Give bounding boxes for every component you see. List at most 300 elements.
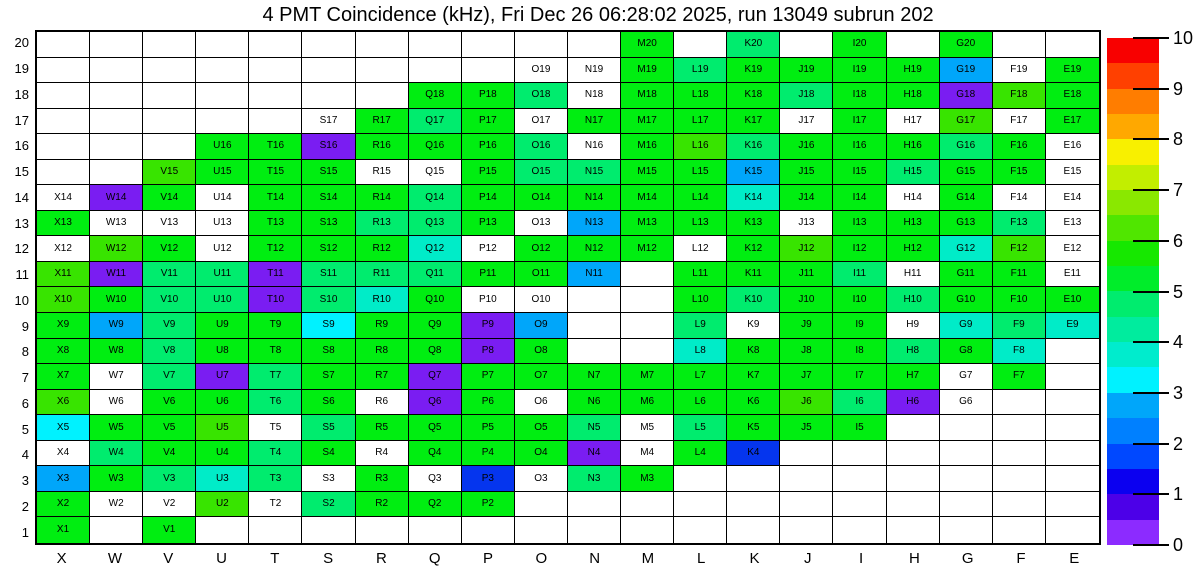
heatmap-cell (302, 262, 355, 288)
heatmap-cell (37, 236, 90, 262)
heatmap-cell (356, 287, 409, 313)
heatmap-cell (727, 211, 780, 237)
heatmap-cell (993, 339, 1046, 365)
heatmap-cell (515, 287, 568, 313)
heatmap-cell (780, 185, 833, 211)
heatmap-cell-empty (621, 313, 674, 339)
cell-label: G14 (956, 191, 976, 203)
cell-label: J10 (798, 293, 815, 305)
cell-label: F10 (1010, 293, 1028, 305)
heatmap-cell (90, 236, 143, 262)
colorbar-tick-label: 4 (1173, 332, 1184, 353)
heatmap-cell-empty (887, 492, 940, 518)
heatmap-cell (515, 466, 568, 492)
heatmap-cell (37, 262, 90, 288)
heatmap-cell (356, 211, 409, 237)
cell-label: Q12 (425, 242, 445, 254)
heatmap-cell-empty (993, 466, 1046, 492)
heatmap-cell (621, 134, 674, 160)
cell-label: P8 (481, 344, 494, 356)
heatmap-cell (302, 134, 355, 160)
heatmap-cell (727, 287, 780, 313)
cell-label: E16 (1063, 140, 1082, 152)
cell-label: T10 (266, 293, 285, 305)
heatmap-cell (196, 262, 249, 288)
heatmap-cell-empty (196, 517, 249, 543)
heatmap-cell (409, 313, 462, 339)
cell-label: T5 (269, 421, 282, 433)
cell-label: M15 (637, 166, 657, 178)
cell-label: V1 (163, 524, 176, 536)
cell-label: L17 (691, 114, 709, 126)
cell-label: F11 (1010, 268, 1028, 280)
heatmap-cell (249, 492, 302, 518)
heatmap-cell (674, 185, 727, 211)
cell-label: G17 (956, 114, 976, 126)
cell-label: L14 (691, 191, 709, 203)
cell-label: Q5 (428, 421, 442, 433)
cell-label: X3 (56, 472, 70, 484)
heatmap-cell (833, 109, 886, 135)
heatmap-cell (143, 364, 196, 390)
cell-label: V11 (160, 268, 178, 280)
heatmap-cell (90, 415, 143, 441)
heatmap-cell (568, 211, 621, 237)
heatmap-cell (462, 287, 515, 313)
cell-label: F17 (1010, 114, 1028, 126)
x-axis-tick-label: U (216, 549, 227, 567)
cell-label: T11 (267, 268, 284, 280)
heatmap-cell (462, 83, 515, 109)
heatmap-cell (780, 339, 833, 365)
heatmap-cell (993, 134, 1046, 160)
cell-label: T16 (266, 140, 285, 152)
colorbar-tick-label: 1 (1173, 484, 1184, 505)
heatmap-cell (249, 441, 302, 467)
heatmap-cell (780, 211, 833, 237)
heatmap-cell (302, 185, 355, 211)
colorbar-tick (1133, 88, 1169, 90)
heatmap-cell (993, 262, 1046, 288)
heatmap-cell (409, 109, 462, 135)
heatmap-cell (727, 58, 780, 84)
cell-label: S14 (319, 191, 338, 203)
cell-label: R3 (375, 472, 389, 484)
cell-label: R9 (375, 319, 389, 331)
heatmap-cell (37, 492, 90, 518)
cell-label: R7 (375, 370, 389, 382)
y-axis-tick-label: 14 (14, 189, 29, 205)
heatmap-cell (727, 441, 780, 467)
heatmap-cell (462, 441, 515, 467)
heatmap-cell-empty (143, 32, 196, 58)
heatmap-cell (196, 415, 249, 441)
cell-label: T14 (266, 191, 285, 203)
y-axis-tick-label: 20 (14, 35, 29, 51)
heatmap-cell-empty (621, 262, 674, 288)
cell-label: K13 (744, 217, 763, 229)
cell-label: I11 (852, 268, 867, 280)
cell-label: S4 (322, 447, 335, 459)
heatmap-cell (833, 160, 886, 186)
x-axis-tick-label: P (483, 549, 494, 567)
heatmap-cell (37, 390, 90, 416)
cell-label: P10 (478, 293, 497, 305)
heatmap-cell (409, 262, 462, 288)
heatmap-cell (1046, 236, 1099, 262)
cell-label: O12 (531, 242, 551, 254)
heatmap-cell-empty (674, 32, 727, 58)
heatmap-cell-empty (568, 517, 621, 543)
cell-label: L5 (694, 421, 706, 433)
colorbar-band (1107, 494, 1159, 519)
heatmap-cell-empty (1046, 339, 1099, 365)
y-axis-tick-label: 19 (14, 61, 29, 77)
heatmap-cell-empty (1046, 466, 1099, 492)
heatmap-cell (993, 236, 1046, 262)
cell-label: K15 (744, 166, 763, 178)
cell-label: L13 (691, 217, 709, 229)
heatmap-cell (568, 390, 621, 416)
heatmap-cell (356, 262, 409, 288)
heatmap-cell (887, 313, 940, 339)
cell-label: M5 (640, 421, 655, 433)
heatmap-cell (462, 185, 515, 211)
heatmap-cell-empty (993, 415, 1046, 441)
heatmap-cell (1046, 58, 1099, 84)
heatmap-cell-empty (90, 32, 143, 58)
heatmap-cell (462, 134, 515, 160)
cell-label: H11 (903, 268, 922, 280)
heatmap-cell-empty (727, 492, 780, 518)
heatmap-cell-empty (993, 32, 1046, 58)
heatmap-cell (887, 236, 940, 262)
cell-label: F16 (1010, 140, 1028, 152)
heatmap-cell-empty (356, 517, 409, 543)
cell-label: U13 (213, 217, 232, 229)
heatmap-cell (409, 415, 462, 441)
heatmap-cell (249, 211, 302, 237)
cell-label: M14 (637, 191, 657, 203)
heatmap-cell-empty (409, 517, 462, 543)
heatmap-cell (356, 441, 409, 467)
heatmap-cell (37, 211, 90, 237)
cell-label: H6 (906, 395, 920, 407)
cell-label: F8 (1013, 344, 1025, 356)
heatmap-cell (780, 134, 833, 160)
heatmap-cell (409, 364, 462, 390)
heatmap-cell-empty (143, 83, 196, 109)
cell-label: J6 (801, 395, 812, 407)
cell-label: J12 (798, 242, 815, 254)
y-axis-tick-label: 9 (21, 318, 29, 334)
heatmap-cell (462, 415, 515, 441)
heatmap-cell (302, 492, 355, 518)
cell-label: V12 (160, 242, 179, 254)
heatmap-cell (887, 211, 940, 237)
heatmap-cell (674, 160, 727, 186)
cell-label: S2 (322, 498, 335, 510)
heatmap-cell (515, 185, 568, 211)
heatmap-cell (302, 364, 355, 390)
colorbar-tick (1133, 443, 1169, 445)
heatmap-cell (515, 58, 568, 84)
heatmap-cell (674, 313, 727, 339)
cell-label: H19 (903, 63, 922, 75)
heatmap-cell (887, 287, 940, 313)
cell-label: J19 (798, 63, 815, 75)
heatmap-cell-empty (143, 58, 196, 84)
cell-label: Q15 (425, 166, 445, 178)
heatmap-cell (90, 211, 143, 237)
heatmap-cell-empty (409, 32, 462, 58)
heatmap-cell (727, 236, 780, 262)
cell-label: X5 (56, 421, 70, 433)
cell-label: G9 (959, 319, 973, 331)
heatmap-cell-empty (780, 32, 833, 58)
heatmap-cell-empty (940, 415, 993, 441)
heatmap-cell (143, 492, 196, 518)
heatmap-cell (727, 339, 780, 365)
cell-label: P13 (478, 217, 497, 229)
heatmap-cell (462, 390, 515, 416)
heatmap-cell (37, 339, 90, 365)
heatmap-cell (833, 415, 886, 441)
heatmap-cell (780, 287, 833, 313)
heatmap-cell (249, 415, 302, 441)
heatmap-cell (674, 262, 727, 288)
heatmap-cell (143, 517, 196, 543)
heatmap-cell (993, 83, 1046, 109)
heatmap-cell (249, 160, 302, 186)
heatmap-cell (621, 415, 674, 441)
cell-label: W7 (108, 370, 124, 382)
heatmap-cell-empty (940, 441, 993, 467)
cell-label: W4 (108, 447, 124, 459)
cell-label: H8 (906, 344, 920, 356)
heatmap-cell-empty (143, 109, 196, 135)
cell-label: T15 (266, 166, 285, 178)
cell-label: P12 (478, 242, 497, 254)
colorbar-band (1107, 165, 1159, 190)
cell-label: E10 (1063, 293, 1082, 305)
x-axis-tick-label: V (163, 549, 174, 567)
heatmap-cell (993, 364, 1046, 390)
x-axis-tick-label: S (323, 549, 334, 567)
cell-label: X11 (54, 268, 72, 280)
heatmap-cell (462, 313, 515, 339)
heatmap-cell (993, 58, 1046, 84)
heatmap-cell-empty (462, 58, 515, 84)
cell-label: T13 (266, 217, 285, 229)
heatmap-cell (993, 185, 1046, 211)
heatmap-cell-empty (196, 58, 249, 84)
heatmap-cell (621, 211, 674, 237)
heatmap-cell (90, 466, 143, 492)
x-axis-tick-label: W (107, 549, 123, 567)
heatmap-cell-empty (1046, 32, 1099, 58)
heatmap-cell (90, 313, 143, 339)
cell-label: V9 (163, 319, 176, 331)
heatmap-cell (196, 492, 249, 518)
heatmap-cell (409, 83, 462, 109)
heatmap-cell (515, 134, 568, 160)
cell-label: N19 (584, 63, 604, 75)
cell-label: O3 (534, 472, 548, 484)
y-axis-tick-label: 12 (14, 241, 29, 257)
cell-label: H16 (903, 140, 922, 152)
heatmap-cell (833, 313, 886, 339)
cell-label: R10 (372, 293, 391, 305)
colorbar-band (1107, 38, 1159, 63)
colorbar-tick-label: 5 (1173, 281, 1184, 302)
heatmap-cell (674, 134, 727, 160)
heatmap-cell-empty (780, 492, 833, 518)
heatmap-cell (143, 160, 196, 186)
heatmap-cell (833, 58, 886, 84)
cell-label: J5 (801, 421, 812, 433)
x-axis-tick-label: O (535, 549, 548, 567)
cell-label: P16 (478, 140, 497, 152)
cell-label: N4 (587, 447, 601, 459)
heatmap-cell (940, 262, 993, 288)
y-axis-tick-label: 7 (21, 370, 29, 386)
heatmap-cell (302, 211, 355, 237)
cell-label: F7 (1013, 370, 1025, 382)
cell-label: G11 (956, 268, 975, 280)
heatmap-cell (90, 287, 143, 313)
cell-label: U7 (215, 370, 229, 382)
heatmap-cell-empty (621, 339, 674, 365)
heatmap-cell (196, 236, 249, 262)
cell-label: G8 (959, 344, 973, 356)
heatmap-cell (674, 83, 727, 109)
heatmap-cell (940, 313, 993, 339)
heatmap-cell (356, 415, 409, 441)
x-axis-tick-label: E (1069, 549, 1080, 567)
heatmap-cell-empty (833, 441, 886, 467)
y-axis-tick-label: 17 (14, 112, 29, 128)
cell-label: J17 (798, 114, 815, 126)
heatmap-cell-empty (674, 517, 727, 543)
heatmap-cell (621, 109, 674, 135)
x-axis-labels (35, 548, 1101, 568)
heatmap-grid (35, 30, 1101, 545)
x-axis-tick-label: L (697, 549, 706, 567)
colorbar-tick (1133, 138, 1169, 140)
heatmap-cell (515, 109, 568, 135)
heatmap-cell (780, 313, 833, 339)
heatmap-cell (143, 390, 196, 416)
heatmap-cell (887, 58, 940, 84)
heatmap-cell (940, 32, 993, 58)
heatmap-cell (727, 262, 780, 288)
heatmap-cell (727, 313, 780, 339)
heatmap-cell (196, 185, 249, 211)
heatmap-cell (621, 441, 674, 467)
cell-label: P9 (481, 319, 494, 331)
heatmap-cell (1046, 134, 1099, 160)
heatmap-cell (356, 109, 409, 135)
cell-label: I9 (855, 319, 864, 331)
cell-label: I18 (852, 89, 867, 101)
cell-label: P6 (481, 395, 494, 407)
heatmap-cell-empty (1046, 441, 1099, 467)
x-axis-tick-label: F (1016, 549, 1026, 567)
heatmap-cell (833, 236, 886, 262)
heatmap-cell-empty (833, 466, 886, 492)
heatmap-cell (727, 185, 780, 211)
heatmap-cell-empty (249, 83, 302, 109)
colorbar-band (1107, 418, 1159, 443)
heatmap-cell (515, 236, 568, 262)
heatmap-cell-empty (302, 32, 355, 58)
cell-label: K7 (747, 370, 760, 382)
heatmap-cell (37, 415, 90, 441)
cell-label: M19 (637, 63, 657, 75)
colorbar-tick-label: 10 (1173, 28, 1194, 48)
heatmap-cell (515, 83, 568, 109)
heatmap-cell (409, 287, 462, 313)
heatmap-cell-empty (37, 58, 90, 84)
cell-label: L12 (691, 242, 709, 254)
cell-label: S6 (322, 395, 335, 407)
heatmap-cell (249, 134, 302, 160)
heatmap-cell (515, 415, 568, 441)
heatmap-cell (462, 492, 515, 518)
heatmap-cell (356, 466, 409, 492)
cell-label: H10 (903, 293, 922, 305)
colorbar-tick (1133, 392, 1169, 394)
heatmap-cell-empty (302, 83, 355, 109)
heatmap-cell (196, 441, 249, 467)
heatmap-cell (302, 313, 355, 339)
heatmap-cell (833, 287, 886, 313)
cell-label: N18 (584, 89, 604, 101)
heatmap-cell (196, 339, 249, 365)
heatmap-cell (409, 211, 462, 237)
cell-label: L16 (691, 140, 709, 152)
cell-label: K16 (744, 140, 763, 152)
heatmap-cell (37, 466, 90, 492)
cell-label: U14 (213, 191, 232, 203)
cell-label: R13 (372, 217, 391, 229)
cell-label: W14 (105, 191, 127, 203)
heatmap-cell (249, 364, 302, 390)
cell-label: X7 (56, 370, 70, 382)
colorbar-band (1107, 317, 1159, 342)
heatmap-cell (674, 415, 727, 441)
heatmap-cell-empty (674, 492, 727, 518)
heatmap-cell (356, 313, 409, 339)
heatmap-cell (780, 236, 833, 262)
heatmap-cell (90, 364, 143, 390)
heatmap-cell (515, 339, 568, 365)
cell-label: S15 (319, 166, 338, 178)
cell-label: U3 (215, 472, 229, 484)
cell-label: Q9 (428, 319, 442, 331)
heatmap-cell (409, 160, 462, 186)
cell-label: L11 (692, 268, 709, 280)
heatmap-cell (887, 185, 940, 211)
heatmap-cell (940, 109, 993, 135)
cell-label: E18 (1063, 89, 1082, 101)
colorbar-band (1107, 342, 1159, 367)
cell-label: E9 (1066, 319, 1079, 331)
heatmap-cell (1046, 262, 1099, 288)
cell-label: K19 (744, 63, 763, 75)
cell-label: T7 (269, 370, 282, 382)
